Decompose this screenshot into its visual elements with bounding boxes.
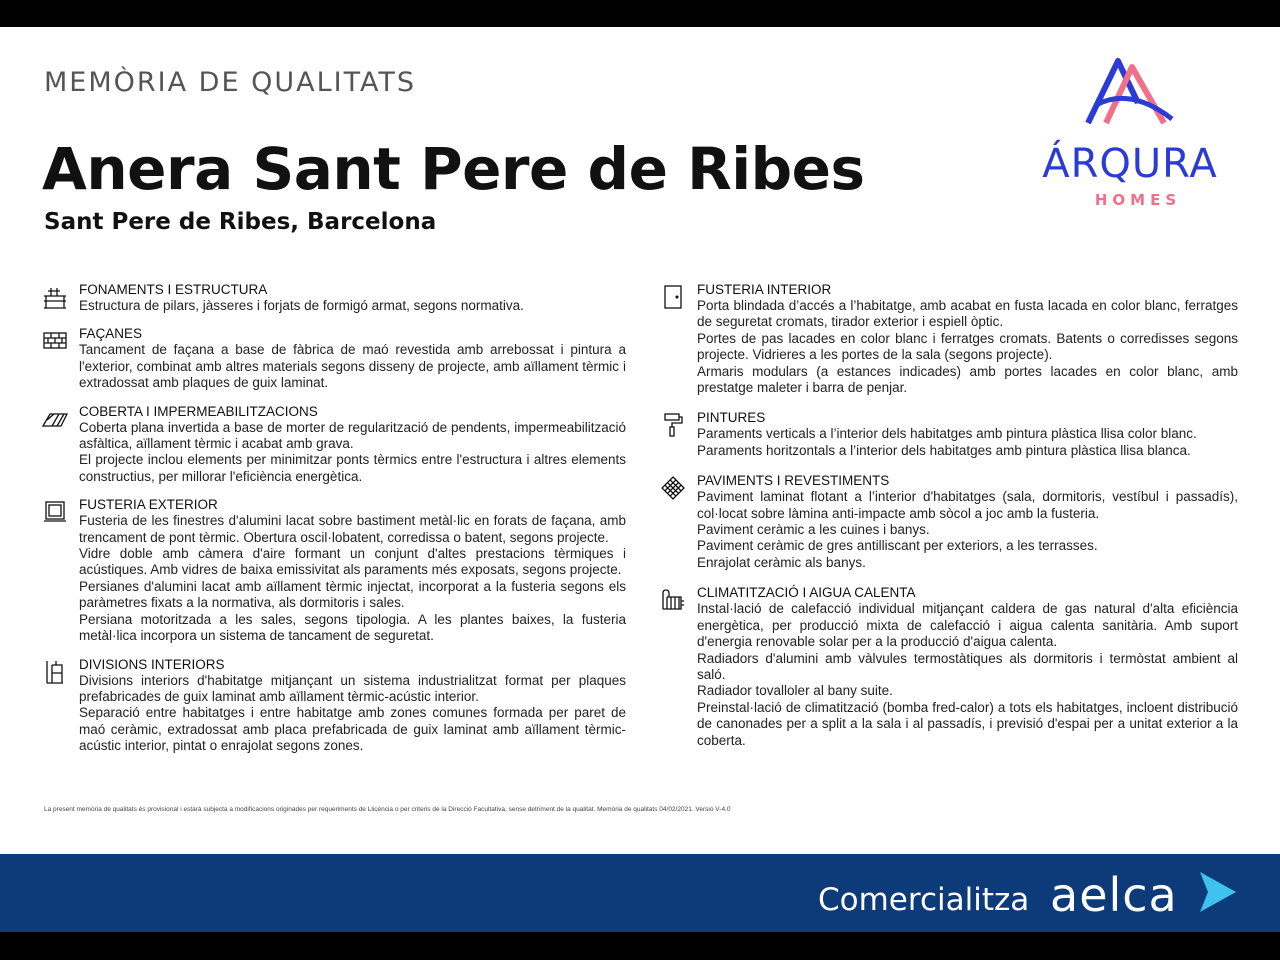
section-paviments xyxy=(658,473,1238,571)
section-pintures xyxy=(658,410,1238,459)
section-text: Divisions interiors d'habitatge mitjançant un sistema industrialitzat format per plaques prefabricades de guix laminat amb aïllament tèrmic-acústic interior. xyxy=(79,672,626,704)
section-text: Tancament de façana a base de fàbrica de maó revestida amb arrebossat i pintura a l'exterior, combinat amb altres materials segons disseny de projecte, amb aïllament tèrmic i extradossat amb plaques de guix laminat. xyxy=(79,342,626,391)
window-icon xyxy=(42,499,68,525)
roof-icon xyxy=(42,406,68,432)
disclaimer: La present memòria de qualitats és provisional i estarà subjecta a modificacions originades per requeriments de Llicència o per criteris de la Direcció Facultativa, sense detriment de la qualitat. Memòria de qualitats 04/02/2021. Versió V-4.0 xyxy=(44,806,731,813)
door-icon xyxy=(660,284,686,310)
section-title: FAÇANES xyxy=(79,326,143,342)
section-title: CLIMATITZACIÓ I AIGUA CALENTA xyxy=(697,585,916,601)
section-fusteria-interior xyxy=(658,282,1238,396)
section-text: El projecte inclou elements per minimitzar ponts tèrmics entre l'estructura i altres elements constructius, per millorar l'eficiència energètica. xyxy=(79,452,626,484)
arqura-logo-mark-icon xyxy=(1082,57,1178,129)
section-fonaments xyxy=(40,282,626,314)
section-text: Preinstal·lació de climatització (bomba fred-calor) a tots els habitatges, incloent distribució de canonades per a split a la sala i al passadís, i previsió d'espai per a unitat exterior a la coberta. xyxy=(697,699,1238,748)
section-title: DIVISIONS INTERIORS xyxy=(79,656,225,672)
section-text: Instal·lació de calefacció individual mitjançant caldera de gas natural d'alta eficiència energètica, per producció mixta de calefacció i aigua calenta sanitària. Amb suport d'energia renovable solar per a la producció d'aigua calenta. xyxy=(697,601,1238,650)
section-text: Paviment ceràmic de gres antilliscant per exteriors, a les terrasses. xyxy=(697,538,1098,554)
page-subtitle: Sant Pere de Ribes, Barcelona xyxy=(44,209,437,235)
section-title: PAVIMENTS I REVESTIMENTS xyxy=(697,473,890,489)
section-text: Fusteria de les finestres d'alumini lacat sobre bastiment metàl·lic en forats de façana, amb trencament de pont tèrmic. Obertura oscil·lobatent, corredissa o batent, segons projecte. xyxy=(79,513,626,545)
footer-label: Comercialitza xyxy=(818,882,1030,918)
section-text: Portes de pas lacades en color blanc i ferratges cromats. Batents o corredisses segons projecte. Vidrieres a les portes de la sala (segons projecte). xyxy=(697,330,1238,363)
section-text: Coberta plana invertida a base de morter de regularització de pendents, impermeabilització asfàltica, aïllament tèrmic i acabat amb grava. xyxy=(79,419,626,452)
radiator-icon xyxy=(660,587,686,613)
section-text: Paviment laminat flotant a l’interior d'habitatges (sala, dormitoris, vestíbul i passadís), col·locat sobre làmina anti-impacte amb sòcol a joc amb la fusteria. xyxy=(697,489,1238,521)
section-divisions xyxy=(40,657,626,755)
brand-name: ÁRQURA xyxy=(1042,141,1218,187)
aelca-arrow-icon xyxy=(1198,870,1238,914)
facade-icon xyxy=(42,328,68,354)
section-text: Paviment ceràmic a les cuines i banys. xyxy=(697,522,930,538)
section-title: FONAMENTS I ESTRUCTURA xyxy=(79,282,268,297)
section-text: Armaris modulars (a estances indicades) amb portes lacades en color blanc, amb prestatge maleter i barra de penjar. xyxy=(697,363,1238,396)
section-title: PINTURES xyxy=(697,410,766,426)
section-fusteria-exterior xyxy=(40,497,626,644)
section-text: Persiana motoritzada a les sales, segons tipologia. A les plantes baixes, la fusteria metàl·lica incorpora un sistema de tancament de seguretat. xyxy=(79,611,626,644)
arqura-logo xyxy=(1030,57,1230,217)
section-text: Separació entre habitatges i entre habitatge amb zones comunes formada per paret de maó ceràmic, extradossat amb placa prefabricada de guix laminat amb aïllament tèrmic-acústic interior, pintat o enrajolat segons zones. xyxy=(79,705,626,754)
floor-tiles-icon xyxy=(660,475,686,501)
section-text: Vidre doble amb càmera d'aire formant un conjunt d'altes prestacions tèrmiques i acústiques. Amb vidres de baixa emissivitat als paraments més exposats, segons projecte. xyxy=(79,546,626,578)
section-facanes xyxy=(40,326,626,391)
section-text: Persianes d'alumini lacat amb aïllament tèrmic injectat, incorporat a la fusteria segons els paràmetres fixats a la normativa, als dormitoris i sales. xyxy=(79,578,626,611)
section-title: FUSTERIA EXTERIOR xyxy=(79,497,218,513)
structure-icon xyxy=(42,284,68,310)
section-text: Enrajolat ceràmic als banys. xyxy=(697,554,866,570)
section-text: Paraments horitzontals a l’interior dels habitatges amb pintura plàstica llisa blanca. xyxy=(697,442,1191,458)
section-text: Radiadors d'alumini amb vàlvules termostàtiques als dormitoris i termòstat ambient al saló. xyxy=(697,650,1238,682)
right-column xyxy=(658,282,1238,761)
page-title: Anera Sant Pere de Ribes xyxy=(42,135,865,203)
section-text: Porta blindada d’accés a l’habitatge, amb acabat en fusta lacada en color blanc, ferratges de seguretat cromats, tirador exterior i espiell òptic. xyxy=(697,298,1238,330)
aelca-logo: aelca xyxy=(1050,868,1178,922)
partition-icon xyxy=(42,659,68,685)
section-coberta xyxy=(40,404,626,486)
document-kicker: MEMÒRIA DE QUALITATS xyxy=(44,67,417,98)
section-text: Estructura de pilars, jàsseres i forjats de formigó armat, segons normativa. xyxy=(79,298,524,313)
section-text: Paraments verticals a l’interior dels habitatges amb pintura plàstica llisa color blanc. xyxy=(697,426,1197,442)
quality-sheet xyxy=(0,27,1280,854)
section-text: Radiador tovalloler al bany suite. xyxy=(697,683,893,699)
brand-sub: HOMES xyxy=(1094,191,1182,209)
section-title: COBERTA I IMPERMEABILITZACIONS xyxy=(79,403,318,419)
section-title: FUSTERIA INTERIOR xyxy=(697,282,832,297)
left-column xyxy=(40,282,626,767)
paint-roller-icon xyxy=(660,412,686,438)
footer-banner xyxy=(0,854,1280,932)
section-climatitzacio xyxy=(658,585,1238,749)
